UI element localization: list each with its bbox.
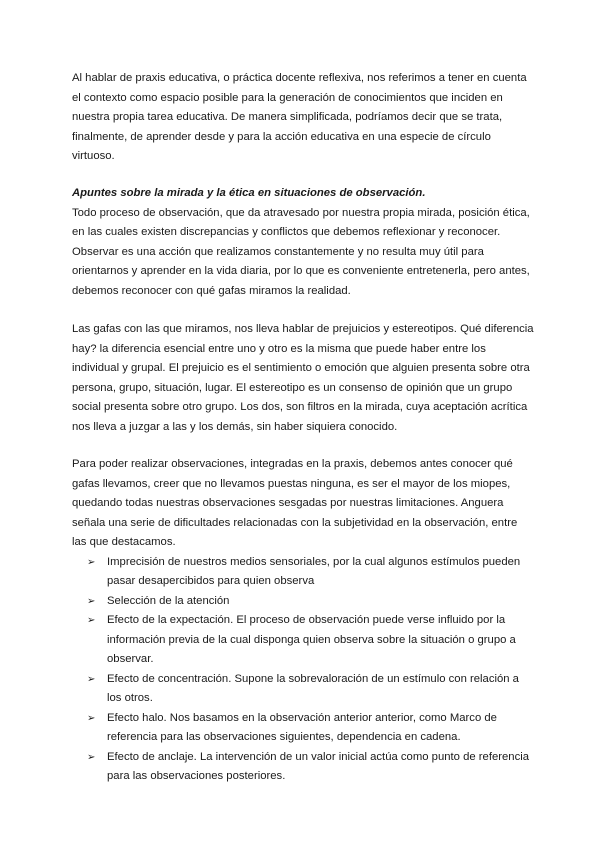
arrow-bullet-icon: ➢ <box>87 751 96 763</box>
arrow-bullet-icon: ➢ <box>87 556 96 568</box>
list-item: ➢ Efecto de concentración. Supone la sobrevaloración de un estímulo con relación a los otros. <box>72 670 534 709</box>
list-item: ➢ Imprecisión de nuestros medios sensoriales, por la cual algunos estímulos pueden pasar desapercibidos para quien observa <box>72 553 534 592</box>
section-heading: Apuntes sobre la mirada y la ética en situaciones de observación. <box>72 187 426 199</box>
observation-section <box>72 184 534 301</box>
list-item: ➢ Efecto de la expectación. El proceso de observación puede verse influido por la información previa de la cual disponga quien observa sobre la situación o grupo a observar. <box>72 611 534 670</box>
intro-paragraph: Al hablar de praxis educativa, o práctica docente reflexiva, nos referimos a tener en cuenta el contexto como espacio posible para la generación de conocimientos que inciden en nuestra propia tarea educativa. De manera simplificada, podríamos decir que se trata, finalmente, de aprender desde y para la acción educativa en una especie de círculo virtuoso. <box>72 72 527 162</box>
difficulties-section <box>72 455 534 787</box>
list-item: ➢ Selección de la atención <box>72 592 534 612</box>
section-paragraph-2: Las gafas con las que miramos, nos lleva hablar de prejuicios y estereotipos. Qué diferencia hay? la diferencia esencial entre uno y otro es la misma que puede haber entre los individual y grupal. El prejuicio es el sentimiento o emoción que alguien presenta sobre otra persona, grupo, situación, lugar. El estereotipo es un consenso de opinión que un grupo social presenta sobre otro grupo. Los dos, son filtros en la mirada, cuya aceptación acrítica nos lleva a juzgar a las y los demás, sin haber siquiera conocido. <box>72 323 534 433</box>
list-item: ➢ Efecto de anclaje. La intervención de un valor inicial actúa como punto de referencia para las observaciones posteriores. <box>72 748 534 787</box>
arrow-bullet-icon: ➢ <box>87 673 96 685</box>
difficulties-list <box>72 553 534 787</box>
arrow-bullet-icon: ➢ <box>87 712 96 724</box>
list-item: ➢ Efecto halo. Nos basamos en la observación anterior anterior, como Marco de referencia para las observaciones siguientes, dependencia en cadena. <box>72 709 534 748</box>
arrow-bullet-icon: ➢ <box>87 615 96 626</box>
section-paragraph-1: Todo proceso de observación, que da atravesado por nuestra propia mirada, posición ética, en las cuales existen discrepancias y conflictos que debemos reflexionar y reconocer. Observar es una acción que realizamos constantemente y no resulta muy útil para orientarnos y aprender en la vida diaria, por lo que es conveniente entretenerla, pero antes, debemos reconocer con qué gafas miramos la realidad. <box>72 206 530 297</box>
arrow-bullet-icon: ➢ <box>87 595 96 607</box>
section-paragraph-3: Para poder realizar observaciones, integradas en la praxis, debemos antes conocer qué gafas llevamos, creer que no llevamos puestas ninguna, es ser el mayor de los miopes, quedando todas nuestras observaciones sesgadas por nuestras limitaciones. Anguera señala una serie de dificultades relacionadas con la subjetividad en la observación, entre las que destacamos. <box>72 458 518 548</box>
